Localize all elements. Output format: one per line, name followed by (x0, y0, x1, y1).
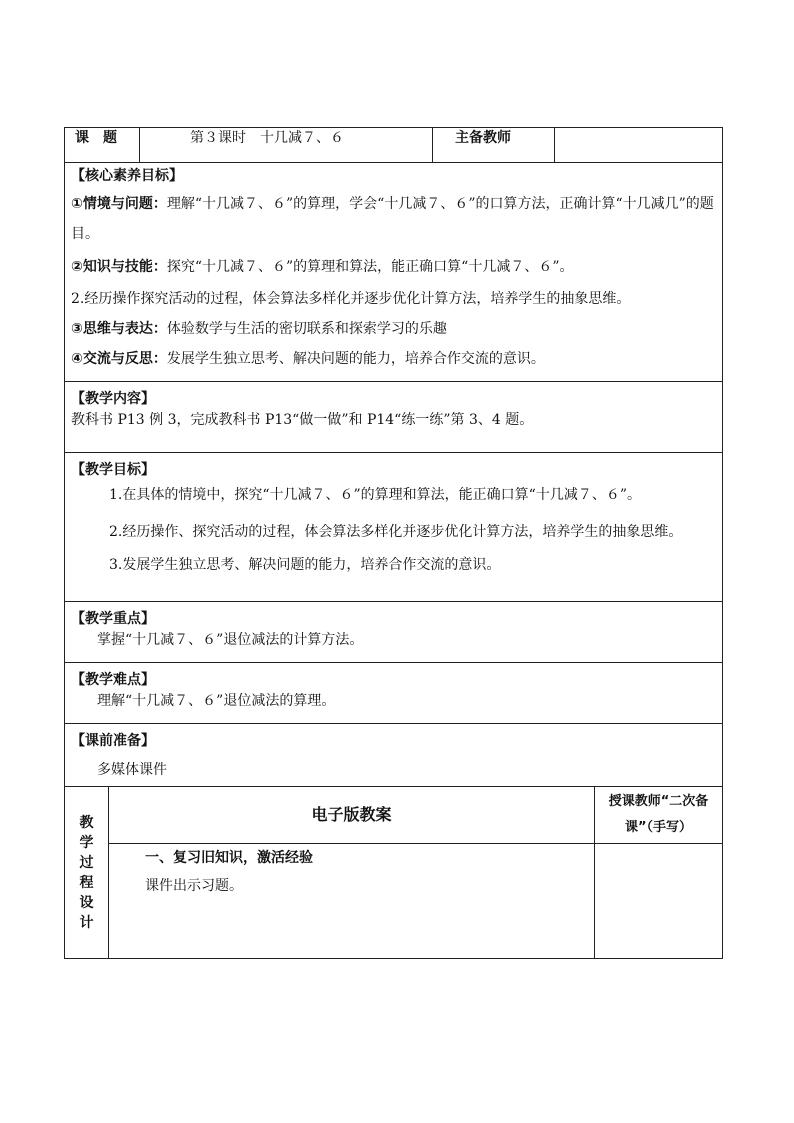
core-goal-1: ①情境与问题：理解“十几减７、６”的算理，学会“十几减７、６”的口算方法，正确计算“十几减几”的题目。 (71, 196, 714, 242)
content-text: 教科书 P13 例 3，完成教科书 P13“做一做”和 P14“练一练”第 3、4 题。 (71, 412, 534, 428)
lesson-plan-table (64, 127, 723, 959)
notes-column-header: 授课教师“二次备课”（手写） (595, 787, 723, 844)
process-header-row (65, 787, 723, 844)
handwritten-notes-cell[interactable] (595, 844, 723, 959)
process-side-label: 教 学 过 程 设 计 (65, 787, 109, 959)
difficulties-row (65, 663, 723, 724)
core-goal-3: 2.经历操作探究活动的过程，体会算法多样化并逐步优化计算方法，培养学生的抽象思维。 (71, 291, 631, 307)
content-title: 【教学内容】 (71, 391, 155, 407)
step1-title: 一、复习旧知识，激活经验 (145, 850, 313, 866)
content-row (65, 382, 723, 453)
core-goal-4: ③思维与表达：体验数学与生活的密切联系和探索学习的乐趣 (71, 321, 447, 337)
core-goal-5: ④交流与反思：发展学生独立思考、解决问题的能力，培养合作交流的意识。 (71, 351, 545, 367)
core-goals-row (65, 163, 723, 382)
topic-label: 课 题 (65, 128, 140, 163)
teacher-value (555, 128, 723, 163)
preparation-text: 多媒体课件 (97, 762, 167, 778)
objectives-title: 【教学目标】 (71, 462, 155, 478)
topic-value: 第３课时 十几减７、６ (140, 128, 433, 163)
core-goals-title: 【核心素养目标】 (71, 168, 183, 184)
key-points-title: 【教学重点】 (71, 611, 155, 627)
objective-2: 2.经历操作、探究活动的过程，体会算法多样化并逐步优化计算方法，培养学生的抽象思维。 (109, 524, 683, 540)
preparation-title: 【课前准备】 (71, 733, 155, 749)
teacher-label: 主备教师 (433, 128, 555, 163)
objective-1: 1.在具体的情境中，探究“十几减７、６”的算理和算法，能正确口算“十几减７、６”。 (109, 487, 641, 503)
objective-3: 3.发展学生独立思考、解决问题的能力，培养合作交流的意识。 (109, 557, 501, 573)
core-goal-2: ②知识与技能：探究“十几减７、６”的算理和算法，能正确口算“十几减７、６”。 (71, 259, 574, 275)
step1-text: 课件出示习题。 (145, 878, 243, 894)
difficulties-title: 【教学难点】 (71, 672, 155, 688)
preparation-row (65, 724, 723, 787)
plan-column-header: 电子版教案 (109, 787, 595, 844)
lesson-plan-page (64, 127, 722, 959)
objectives-row (65, 453, 723, 602)
key-points-row (65, 602, 723, 663)
process-step-row (65, 844, 723, 959)
difficulties-text: 理解“十几减７、６”退位减法的算理。 (97, 693, 336, 709)
header-row (65, 128, 723, 163)
key-points-text: 掌握“十几减７、６”退位减法的计算方法。 (97, 632, 364, 648)
